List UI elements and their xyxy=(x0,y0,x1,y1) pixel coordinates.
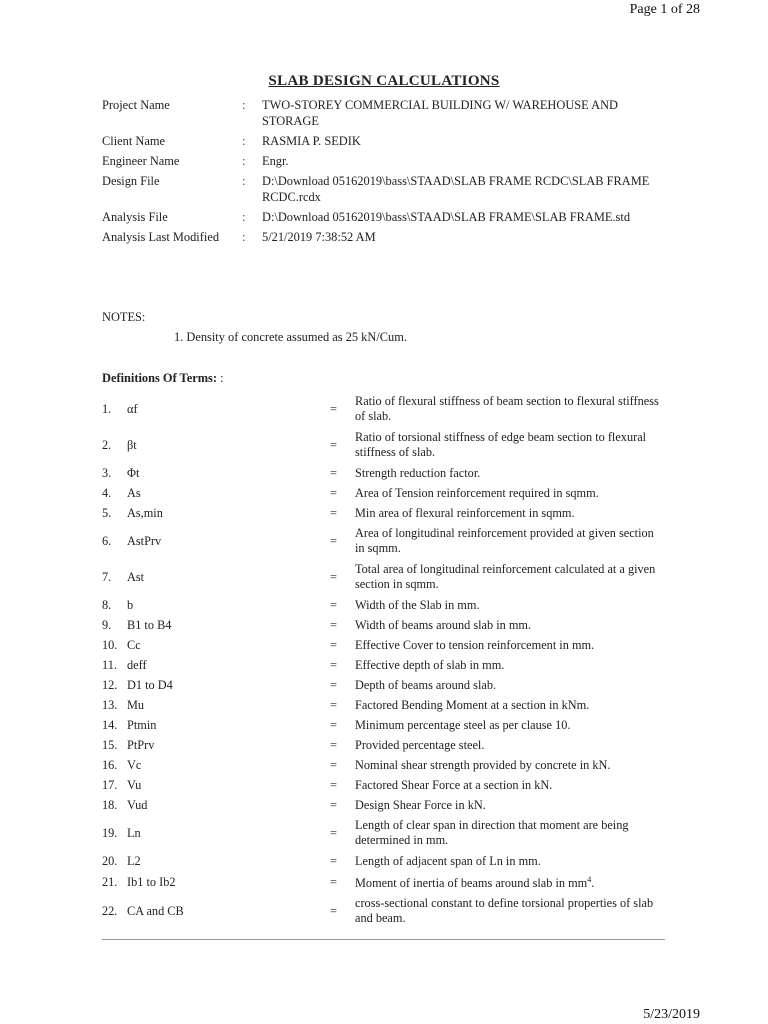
definition-description-text: Factored Bending Moment at a section in kNm. xyxy=(355,697,590,712)
definition-row xyxy=(102,735,665,755)
definition-description xyxy=(355,778,665,793)
info-row-client-name xyxy=(102,133,672,149)
definition-equals: = xyxy=(330,903,337,918)
definition-equals: = xyxy=(330,597,337,612)
definition-term-cell xyxy=(102,778,330,793)
definition-row xyxy=(102,483,665,503)
definition-number: 11. xyxy=(102,657,117,672)
definition-term-cell xyxy=(102,438,330,453)
definition-equals: = xyxy=(330,657,337,672)
definition-equals: = xyxy=(330,777,337,792)
definition-number: 7. xyxy=(102,569,112,584)
definition-description xyxy=(355,506,665,521)
definition-description-tail: . xyxy=(591,876,595,891)
definition-term-cell xyxy=(102,486,330,501)
definition-equals: = xyxy=(330,757,337,772)
info-value: D:\Download 05162019\bass\STAAD\SLAB FRAME RCDC\SLAB FRAME RCDC.rcdx xyxy=(262,174,650,204)
definition-equals: = xyxy=(330,717,337,732)
definition-row xyxy=(102,635,665,655)
info-colon: : xyxy=(242,154,246,168)
definition-term: D1 to D4 xyxy=(127,677,173,692)
definition-term-cell xyxy=(102,698,330,713)
info-value: D:\Download 05162019\bass\STAAD\SLAB FRAME\SLAB FRAME.std xyxy=(262,210,631,224)
definition-description xyxy=(355,698,665,713)
definitions-list xyxy=(102,391,665,929)
definition-number: 3. xyxy=(102,465,112,480)
definition-term-cell xyxy=(102,718,330,733)
definition-term-cell xyxy=(102,402,330,417)
info-row-project-name xyxy=(102,97,672,129)
definition-description xyxy=(355,818,665,848)
definition-term: αf xyxy=(127,401,138,416)
definition-description-text: cross-sectional constant to define torsional properties of slab and beam. xyxy=(355,896,654,925)
definition-description xyxy=(355,618,665,633)
definition-number: 12. xyxy=(102,677,118,692)
definition-row xyxy=(102,795,665,815)
definition-term-cell xyxy=(102,598,330,613)
definition-term-cell xyxy=(102,638,330,653)
definition-equals: = xyxy=(330,617,337,632)
info-row-analysis-file xyxy=(102,209,672,225)
definition-row xyxy=(102,463,665,483)
info-label: Engineer Name xyxy=(102,154,180,168)
definition-description xyxy=(355,394,665,424)
definition-description-text: Effective depth of slab in mm. xyxy=(355,657,505,672)
definitions-heading-text: Definitions Of Terms: xyxy=(102,371,217,385)
definition-row xyxy=(102,655,665,675)
info-value: RASMIA P. SEDIK xyxy=(262,134,361,148)
definition-row xyxy=(102,615,665,635)
definition-term: As xyxy=(127,485,141,500)
definition-description-text: Strength reduction factor. xyxy=(355,465,481,480)
info-label: Client Name xyxy=(102,134,165,148)
info-label: Analysis File xyxy=(102,210,168,224)
definition-description xyxy=(355,658,665,673)
definition-row xyxy=(102,871,665,893)
page-title: SLAB DESIGN CALCULATIONS xyxy=(268,73,500,89)
definition-equals: = xyxy=(330,533,337,548)
definition-number: 15. xyxy=(102,737,118,752)
definition-row xyxy=(102,427,665,463)
info-row-design-file xyxy=(102,173,672,205)
definition-equals: = xyxy=(330,637,337,652)
definition-description xyxy=(355,798,665,813)
definition-row xyxy=(102,559,665,595)
note-item: 1. Density of concrete assumed as 25 kN/Cum. xyxy=(174,330,407,344)
definition-row xyxy=(102,755,665,775)
definition-equals: = xyxy=(330,737,337,752)
definition-term: Ln xyxy=(127,825,141,840)
definition-description xyxy=(355,486,665,501)
definition-description xyxy=(355,466,665,481)
definition-number: 6. xyxy=(102,533,112,548)
definition-number: 2. xyxy=(102,437,112,452)
info-value: Engr. xyxy=(262,154,289,168)
definition-number: 4. xyxy=(102,485,112,500)
definition-term-cell xyxy=(102,618,330,633)
definition-equals: = xyxy=(330,874,337,889)
definition-row xyxy=(102,775,665,795)
definition-term-cell xyxy=(102,570,330,585)
divider xyxy=(102,939,665,940)
definition-term-cell xyxy=(102,738,330,753)
definition-term-cell xyxy=(102,534,330,549)
definition-description-text: Area of longitudinal reinforcement provided at given section in sqmm. xyxy=(355,526,654,555)
definition-row xyxy=(102,675,665,695)
footer-date: 5/23/2019 xyxy=(643,1007,700,1022)
definition-description-text: Minimum percentage steel as per clause 10. xyxy=(355,717,571,732)
definition-number: 5. xyxy=(102,505,112,520)
definition-number: 9. xyxy=(102,617,112,632)
definition-term: AstPrv xyxy=(127,533,162,548)
definition-description-text: Depth of beams around slab. xyxy=(355,677,497,692)
info-row-analysis-last-modified xyxy=(102,229,672,245)
info-colon: : xyxy=(242,174,246,188)
definition-term: b xyxy=(127,597,134,612)
definition-term-cell xyxy=(102,506,330,521)
definition-row xyxy=(102,815,665,851)
definition-number: 22. xyxy=(102,903,118,918)
notes-heading: NOTES: xyxy=(102,310,146,324)
page-number: Page 1 of 28 xyxy=(629,2,700,17)
definition-term: Vu xyxy=(127,777,142,792)
definition-term: Mu xyxy=(127,697,145,712)
definition-term: βt xyxy=(127,437,137,452)
definition-description xyxy=(355,738,665,753)
definition-description-text: Area of Tension reinforcement required in sqmm. xyxy=(355,485,599,500)
definition-term-cell xyxy=(102,798,330,813)
definition-row xyxy=(102,715,665,735)
definition-description-text: Nominal shear strength provided by concrete in kN. xyxy=(355,757,611,772)
definition-term: B1 to B4 xyxy=(127,617,172,632)
definition-term-cell xyxy=(102,758,330,773)
definition-description xyxy=(355,872,665,891)
definition-description xyxy=(355,598,665,613)
definition-superscript: 4 xyxy=(587,875,592,885)
definition-description-text: Moment of inertia of beams around slab in mm xyxy=(355,876,588,891)
definition-row xyxy=(102,695,665,715)
definition-description-text: Length of clear span in direction that moment are being determined in mm. xyxy=(355,818,629,847)
definition-description xyxy=(355,526,665,556)
definition-term: Vc xyxy=(127,757,142,772)
definition-term-cell xyxy=(102,826,330,841)
definition-term-cell xyxy=(102,466,330,481)
info-colon: : xyxy=(242,230,246,244)
info-label: Analysis Last Modified xyxy=(102,230,220,244)
definition-row xyxy=(102,523,665,559)
definition-number: 13. xyxy=(102,697,118,712)
definition-description xyxy=(355,562,665,592)
definition-equals: = xyxy=(330,853,337,868)
definition-row xyxy=(102,893,665,929)
definition-description xyxy=(355,678,665,693)
definition-description-text: Effective Cover to tension reinforcement in mm. xyxy=(355,637,595,652)
definition-term-cell xyxy=(102,658,330,673)
definition-number: 14. xyxy=(102,717,118,732)
definition-description xyxy=(355,854,665,869)
info-value: 5/21/2019 7:38:52 AM xyxy=(262,230,376,244)
definition-term: CA and CB xyxy=(127,903,184,918)
definition-number: 10. xyxy=(102,637,118,652)
info-label: Project Name xyxy=(102,98,170,112)
definition-description xyxy=(355,638,665,653)
definition-term: PtPrv xyxy=(127,737,155,752)
definition-term: Cc xyxy=(127,637,141,652)
info-label: Design File xyxy=(102,174,160,188)
definition-row xyxy=(102,851,665,871)
definition-term-cell xyxy=(102,854,330,869)
definition-equals: = xyxy=(330,569,337,584)
definition-equals: = xyxy=(330,797,337,812)
definition-equals: = xyxy=(330,677,337,692)
definition-description-text: Width of beams around slab in mm. xyxy=(355,617,532,632)
definition-row xyxy=(102,595,665,615)
definition-term: Φt xyxy=(127,465,140,480)
definition-description-text: Total area of longitudinal reinforcement calculated at a given section in sqmm. xyxy=(355,562,656,591)
definition-term: L2 xyxy=(127,853,141,868)
definition-term: Ptmin xyxy=(127,717,157,732)
definition-description-text: Ratio of flexural stiffness of beam section to flexural stiffness of slab. xyxy=(355,394,659,423)
definition-term: Ib1 to Ib2 xyxy=(127,874,176,889)
definition-term: Vud xyxy=(127,797,148,812)
definition-description xyxy=(355,896,665,926)
definition-term: Ast xyxy=(127,569,145,584)
definition-number: 16. xyxy=(102,757,118,772)
definition-term: deff xyxy=(127,657,147,672)
info-value: TWO-STOREY COMMERCIAL BUILDING W/ WAREHOUSE AND STORAGE xyxy=(262,98,618,128)
definition-number: 17. xyxy=(102,777,118,792)
definition-number: 20. xyxy=(102,853,118,868)
definition-term: As,min xyxy=(127,505,163,520)
info-colon: : xyxy=(242,134,246,148)
definition-term-cell xyxy=(102,875,330,890)
definition-row xyxy=(102,391,665,427)
definition-row xyxy=(102,503,665,523)
info-colon: : xyxy=(242,98,246,112)
definition-description-text: Provided percentage steel. xyxy=(355,737,485,752)
definition-number: 21. xyxy=(102,874,118,889)
definition-equals: = xyxy=(330,825,337,840)
info-row-engineer-name xyxy=(102,153,672,169)
definition-equals: = xyxy=(330,465,337,480)
definition-equals: = xyxy=(330,401,337,416)
definitions-heading xyxy=(102,371,224,386)
definition-description xyxy=(355,718,665,733)
definition-equals: = xyxy=(330,485,337,500)
definition-number: 1. xyxy=(102,401,112,416)
project-info-block xyxy=(102,97,672,249)
definition-equals: = xyxy=(330,437,337,452)
definitions-heading-suffix: : xyxy=(216,371,224,385)
definition-description xyxy=(355,758,665,773)
definition-term-cell xyxy=(102,678,330,693)
definition-description-text: Design Shear Force in kN. xyxy=(355,797,486,812)
definition-description-text: Factored Shear Force at a section in kN. xyxy=(355,777,553,792)
definition-equals: = xyxy=(330,697,337,712)
definition-number: 18. xyxy=(102,797,118,812)
info-colon: : xyxy=(242,210,246,224)
definition-number: 19. xyxy=(102,825,118,840)
definition-description xyxy=(355,430,665,460)
definition-description-text: Width of the Slab in mm. xyxy=(355,597,480,612)
definition-number: 8. xyxy=(102,597,112,612)
definition-term-cell xyxy=(102,904,330,919)
definition-description-text: Min area of flexural reinforcement in sqmm. xyxy=(355,505,575,520)
definition-equals: = xyxy=(330,505,337,520)
definition-description-text: Length of adjacent span of Ln in mm. xyxy=(355,853,541,868)
definition-description-text: Ratio of torsional stiffness of edge beam section to flexural stiffness of slab. xyxy=(355,430,647,459)
